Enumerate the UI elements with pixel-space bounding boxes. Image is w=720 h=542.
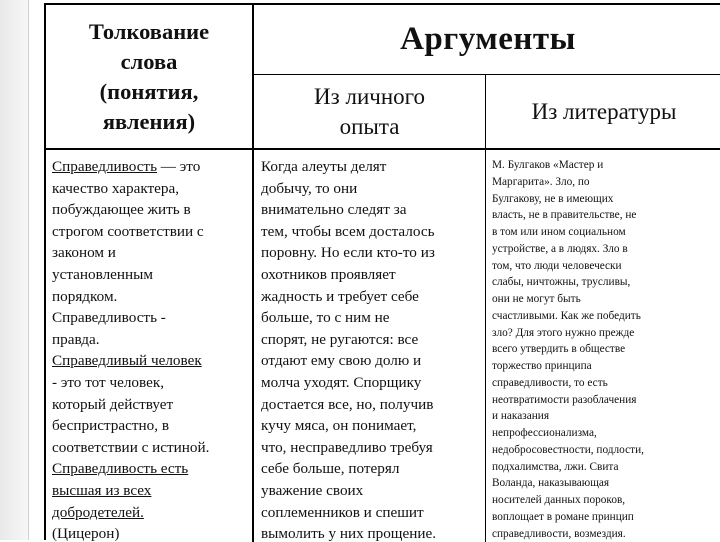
definition-line bbox=[52, 156, 252, 178]
literature-line: всего утвердить в обществе bbox=[492, 341, 720, 358]
arguments-table bbox=[44, 3, 720, 540]
definition-line-text: который действует bbox=[52, 396, 173, 413]
literature-line: счастливыми. Как же победить bbox=[492, 308, 720, 325]
personal-line: уважение своих bbox=[261, 480, 485, 502]
definition-line-text: добродетелей. bbox=[52, 504, 144, 521]
literature-line: недобросовестности, подлости, bbox=[492, 442, 720, 459]
literature-line: Воланда, наказывающая bbox=[492, 475, 720, 492]
literature-line: воплощает в романе принцип bbox=[492, 509, 720, 526]
definition-line bbox=[52, 221, 252, 243]
header-personal-experience bbox=[254, 75, 486, 150]
personal-line: жадность и требует себе bbox=[261, 286, 485, 308]
literature-line: непрофессионализма, bbox=[492, 425, 720, 442]
personal-line: отдают ему свою долю и bbox=[261, 350, 485, 372]
personal-line: достается все, но, получив bbox=[261, 394, 485, 416]
personal-line: соплеменников и спешит bbox=[261, 502, 485, 524]
personal-line: тем, чтобы всем досталось bbox=[261, 221, 485, 243]
definition-line-text: (Цицерон) bbox=[52, 525, 119, 542]
definition-line bbox=[52, 264, 252, 286]
definition-line bbox=[52, 372, 252, 394]
definition-line-text: качество характера, bbox=[52, 180, 179, 197]
literature-line: в том или ином социальном bbox=[492, 224, 720, 241]
definition-line-text: соответствии с истиной. bbox=[52, 439, 209, 456]
definition-line-text: побуждающее жить в bbox=[52, 201, 191, 218]
personal-line: себе больше, потерял bbox=[261, 458, 485, 480]
literature-line: справедливости, то есть bbox=[492, 375, 720, 392]
header-literature: Из литературы bbox=[486, 75, 720, 150]
slide-left-edge bbox=[0, 0, 28, 540]
header-definition-line: явления) bbox=[89, 107, 209, 137]
definition-line-text: Справедливость есть bbox=[52, 460, 188, 477]
definition-line bbox=[52, 286, 252, 308]
literature-cell bbox=[486, 150, 720, 542]
definition-line bbox=[52, 329, 252, 351]
definition-cell bbox=[46, 150, 254, 542]
definition-line-text: Справедливость - bbox=[52, 309, 166, 326]
personal-line: вымолить у них прощение. bbox=[261, 523, 485, 542]
definition-line bbox=[52, 307, 252, 329]
slide-edge-divider bbox=[28, 0, 29, 540]
header-personal-line: Из личного bbox=[314, 82, 425, 112]
personal-line: охотников проявляет bbox=[261, 264, 485, 286]
definition-line bbox=[52, 523, 252, 542]
definition-line bbox=[52, 242, 252, 264]
definition-line bbox=[52, 415, 252, 437]
definition-line bbox=[52, 458, 252, 480]
definition-line-text: Справедливый человек bbox=[52, 352, 202, 369]
definition-line bbox=[52, 394, 252, 416]
personal-line: внимательно следят за bbox=[261, 199, 485, 221]
definition-line bbox=[52, 199, 252, 221]
literature-line: справедливости, возмездия. bbox=[492, 526, 720, 542]
header-personal-line: опыта bbox=[314, 112, 425, 142]
definition-line-text: строгом соответствии с bbox=[52, 223, 204, 240]
header-definition-line: (понятия, bbox=[89, 77, 209, 107]
literature-line: власть, не в правительстве, не bbox=[492, 207, 720, 224]
personal-line: молча уходят. Спорщику bbox=[261, 372, 485, 394]
personal-line: Когда алеуты делят bbox=[261, 156, 485, 178]
definition-line bbox=[52, 178, 252, 200]
definition-line bbox=[52, 480, 252, 502]
literature-line: устройстве, а в людях. Зло в bbox=[492, 241, 720, 258]
literature-line: зло? Для этого нужно прежде bbox=[492, 325, 720, 342]
personal-line: что, несправедливо требуя bbox=[261, 437, 485, 459]
literature-line: Булгакову, не в имеющих bbox=[492, 191, 720, 208]
definition-line bbox=[52, 350, 252, 372]
definition-line-text: беспристрастно, в bbox=[52, 417, 169, 434]
literature-line: неотвратимости разоблачения bbox=[492, 392, 720, 409]
definition-line bbox=[52, 502, 252, 524]
definition-line-text: установленным bbox=[52, 266, 153, 283]
literature-line: Маргарита». Зло, по bbox=[492, 174, 720, 191]
header-definition-text bbox=[89, 17, 209, 137]
definition-line-text: высшая из всех bbox=[52, 482, 151, 499]
personal-line: спорят, не ругаются: все bbox=[261, 329, 485, 351]
personal-line: поровну. Но если кто-то из bbox=[261, 242, 485, 264]
literature-line: торжество принципа bbox=[492, 358, 720, 375]
header-arguments: Аргументы bbox=[254, 5, 720, 75]
personal-line: больше, то с ним не bbox=[261, 307, 485, 329]
literature-line: подхалимства, лжи. Свита bbox=[492, 459, 720, 476]
personal-experience-cell bbox=[254, 150, 486, 542]
header-definition bbox=[46, 5, 254, 150]
literature-line: носителей данных пороков, bbox=[492, 492, 720, 509]
literature-line: том, что люди человечески bbox=[492, 258, 720, 275]
definition-line-text: - это тот человек, bbox=[52, 374, 164, 391]
literature-line: они не могут быть bbox=[492, 291, 720, 308]
header-definition-line: слова bbox=[89, 47, 209, 77]
definition-line-text: правда. bbox=[52, 331, 100, 348]
literature-line: М. Булгаков «Мастер и bbox=[492, 157, 720, 174]
personal-line: кучу мяса, он понимает, bbox=[261, 415, 485, 437]
definition-line-tail: — это bbox=[157, 158, 200, 175]
definition-line-text: порядком. bbox=[52, 288, 117, 305]
header-definition-line: Толкование bbox=[89, 17, 209, 47]
personal-line: добычу, то они bbox=[261, 178, 485, 200]
definition-line-text: Справедливость bbox=[52, 158, 157, 175]
definition-line-text: законом и bbox=[52, 244, 116, 261]
literature-line: и наказания bbox=[492, 408, 720, 425]
definition-line bbox=[52, 437, 252, 459]
literature-line: слабы, ничтожны, трусливы, bbox=[492, 274, 720, 291]
